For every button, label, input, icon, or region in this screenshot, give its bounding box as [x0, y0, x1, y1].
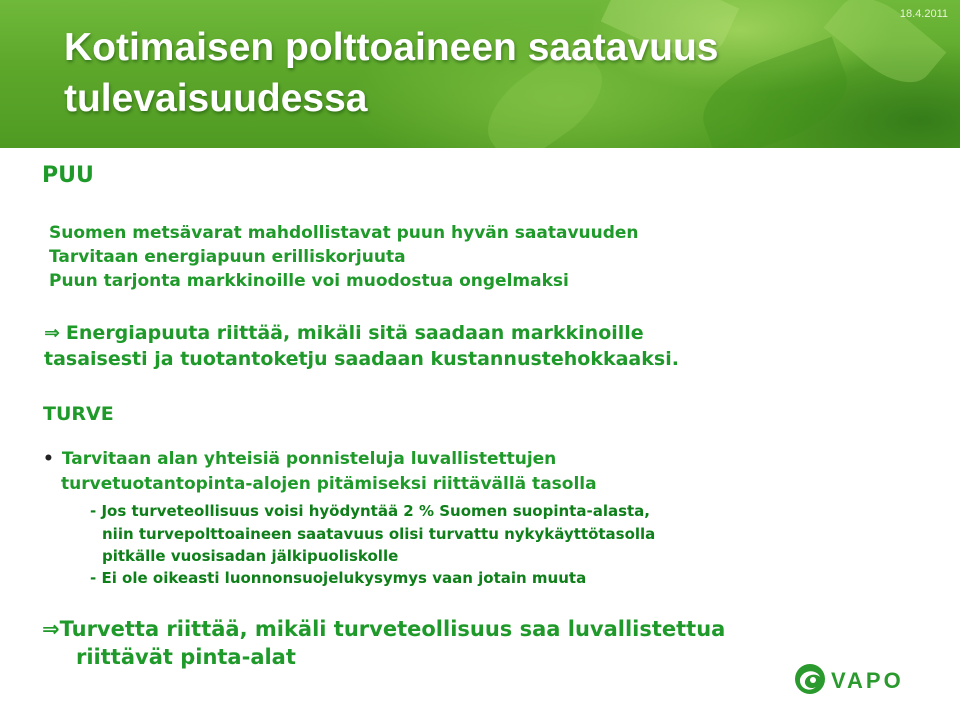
- turve-conclusion-line-1: [42, 617, 725, 641]
- turve-conclusion-text-1: Turvetta riittää, mikäli turveteollisuus saa luvallistettua: [59, 617, 726, 641]
- puu-conclusion-line-2: tasaisesti ja tuotantoketju saadaan kustannustehokkaaksi.: [44, 348, 679, 370]
- slide-date: 18.4.2011: [899, 8, 948, 20]
- turve-sub1-line-2: niin turvepolttoaineen saatavuus olisi turvattu nykykäyttötasolla: [102, 525, 656, 543]
- right-arrow-icon: ⇒: [42, 617, 60, 641]
- slide-title-line2: tulevaisuudessa: [64, 77, 368, 120]
- turve-sub1-line-3: pitkälle vuosisadan jälkipuoliskolle: [102, 547, 399, 565]
- turve-bullet-text-1: Tarvitaan alan yhteisiä ponnisteluja luvallistettujen: [61, 449, 557, 469]
- vapo-swirl-icon: [795, 664, 825, 694]
- turve-conclusion-line-2: riittävät pinta-alat: [76, 645, 296, 669]
- puu-conclusion-text-1: Energiapuuta riittää, mikäli sitä saadaan markkinoille: [65, 322, 644, 344]
- turve-heading: TURVE: [43, 403, 114, 425]
- vapo-logo: [794, 662, 914, 696]
- bullet-icon: •: [43, 449, 54, 469]
- puu-heading: PUU: [42, 163, 94, 188]
- slide-title-line1: Kotimaisen polttoaineen saatavuus: [64, 26, 719, 69]
- turve-sub1-line-1: - Jos turveteollisuus voisi hyödyntää 2 % Suomen suopinta-alasta,: [90, 502, 650, 520]
- puu-line-1: Suomen metsävarat mahdollistavat puun hyvän saatavuuden: [49, 223, 639, 243]
- turve-bullet-line-1: [43, 449, 556, 469]
- puu-line-3: Puun tarjonta markkinoille voi muodostua ongelmaksi: [49, 271, 569, 291]
- turve-sub2: - Ei ole oikeasti luonnonsuojelukysymys vaan jotain muuta: [90, 569, 587, 587]
- puu-conclusion-line-1: [44, 322, 644, 344]
- vapo-logo-text: VAPO: [831, 668, 904, 693]
- puu-line-2: Tarvitaan energiapuun erilliskorjuuta: [49, 247, 406, 267]
- right-arrow-icon: ⇒: [44, 322, 60, 344]
- turve-bullet-line-2: turvetuotantopinta-alojen pitämiseksi riittävällä tasolla: [61, 474, 597, 494]
